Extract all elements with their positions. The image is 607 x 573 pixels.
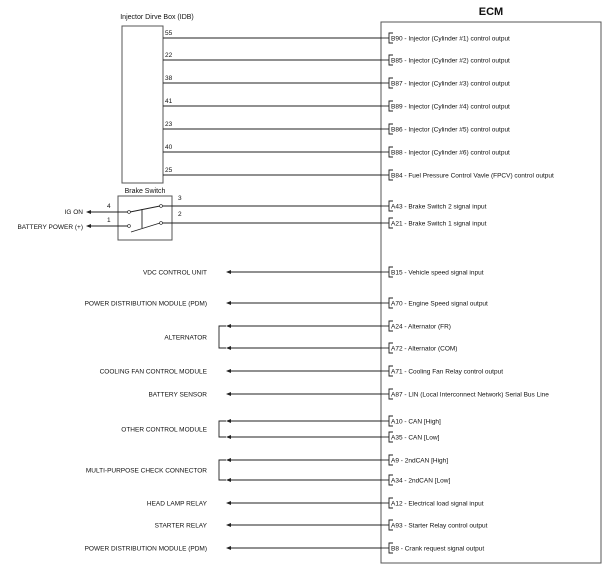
brake-pin-4: 4	[107, 203, 111, 210]
bracket-icon	[219, 326, 226, 348]
ecm-pin-label: B8 - Crank request signal output	[391, 545, 485, 553]
module-label: MULTI-PURPOSE CHECK CONNECTOR	[85, 467, 207, 475]
module-connection	[164, 321, 457, 353]
ecm-pin-label: A71 - Cooling Fan Relay control output	[391, 368, 504, 376]
ecm-pin-label: A43 - Brake Switch 2 signal input	[391, 203, 487, 211]
module-connection	[155, 520, 488, 530]
arrow-left-icon	[226, 546, 231, 550]
module-label: ALTERNATOR	[164, 334, 207, 342]
ecm-pin-label: A21 - Brake Switch 1 signal input	[391, 220, 487, 228]
arrow-left-icon	[86, 224, 91, 228]
ecm-pin-label: A70 - Engine Speed signal output	[391, 300, 488, 308]
arrow-left-icon	[226, 458, 231, 462]
module-label: HEAD LAMP RELAY	[146, 500, 207, 508]
idb-pin-number: 40	[165, 144, 173, 151]
ecm-pin-label: A24 - Alternator (FR)	[391, 323, 451, 331]
ecm-pin-label: B89 - Injector (Cylinder #4) control output	[391, 103, 510, 111]
idb-pin-number: 41	[165, 98, 173, 105]
arrow-left-icon	[226, 478, 231, 482]
idb-connection-row	[163, 144, 510, 157]
idb-connection-row	[163, 121, 510, 134]
idb-pin-number: 22	[165, 52, 173, 59]
arrow-left-icon	[86, 210, 91, 214]
idb-connection-row	[163, 30, 510, 43]
ecm-title: ECM	[478, 6, 504, 18]
ecm-pin-label: A34 - 2ndCAN [Low]	[391, 477, 451, 485]
brake-connection-row	[162, 201, 487, 211]
arrow-left-icon	[226, 501, 231, 505]
bracket-icon	[219, 421, 226, 437]
idb-title: Injector Dirve Box (IDB)	[120, 14, 194, 21]
arrow-left-icon	[226, 435, 231, 439]
brake-switch	[17, 188, 486, 240]
ecm-pin-label: B88 - Injector (Cylinder #6) control output	[391, 149, 510, 157]
injector-drive-box	[120, 14, 554, 183]
module-connection	[85, 298, 488, 308]
idb-connection-row	[163, 167, 554, 180]
ecm-pin-label: B85 - Injector (Cylinder #2) control output	[391, 57, 510, 65]
ecm-pin-label: A87 - LIN (Local Interconnect Network) Serial Bus Line	[391, 391, 549, 399]
battery-power-label: BATTERY POWER (+)	[17, 224, 83, 231]
switch-contacts-icon	[128, 205, 163, 232]
module-connection	[121, 416, 441, 442]
ecm-pin-label: A93 - Starter Relay control output	[391, 522, 488, 530]
arrow-left-icon	[226, 392, 231, 396]
ecm-pin-label: B84 - Fuel Pressure Control Vavle (FPCV) control output	[391, 172, 554, 180]
module-label: POWER DISTRIBUTION MODULE (PDM)	[84, 545, 207, 553]
module-label: BATTERY SENSOR	[148, 391, 207, 399]
ecm-pin-label: A12 - Electrical load signal input	[391, 500, 484, 508]
arrow-left-icon	[226, 523, 231, 527]
brake-connection-row	[162, 218, 487, 228]
module-label: COOLING FAN CONTROL MODULE	[99, 368, 207, 376]
module-connection	[86, 455, 451, 485]
idb-pin-number: 23	[165, 121, 173, 128]
idb-connection-row	[163, 98, 510, 111]
brake-switch-box	[118, 196, 172, 240]
ecm-pin-label: A9 - 2ndCAN [High]	[391, 457, 449, 465]
ig-on-label: IG ON	[64, 209, 83, 216]
brake-pin-2: 2	[178, 211, 182, 218]
brake-pin-1: 1	[107, 217, 111, 224]
module-connections	[85, 267, 550, 553]
idb-box	[122, 26, 163, 183]
arrow-left-icon	[226, 419, 231, 423]
arrow-left-icon	[226, 324, 231, 328]
idb-connection-row	[163, 75, 510, 88]
arrow-left-icon	[226, 301, 231, 305]
module-connection	[148, 389, 549, 399]
idb-connection-row	[163, 52, 510, 65]
module-connection	[143, 267, 484, 277]
module-connection	[85, 543, 485, 553]
ecm-pin-label: B86 - Injector (Cylinder #5) control output	[391, 126, 510, 134]
module-connection	[100, 366, 504, 376]
bracket-icon	[219, 460, 226, 480]
arrow-left-icon	[226, 270, 231, 274]
module-label: OTHER CONTROL MODULE	[121, 426, 207, 434]
module-label: VDC CONTROL UNIT	[142, 269, 207, 277]
ecm-pin-label: B15 - Vehicle speed signal input	[391, 269, 484, 277]
module-label: STARTER RELAY	[154, 522, 207, 530]
module-connection	[147, 498, 484, 508]
ecm-pin-label: A35 - CAN [Low]	[391, 434, 440, 442]
ecm-pin-label: A72 - Alternator (COM)	[391, 345, 458, 353]
arrow-left-icon	[226, 369, 231, 373]
ecm-pin-label: B87 - Injector (Cylinder #3) control output	[391, 80, 510, 88]
ecm-pin-label: A10 - CAN [High]	[391, 418, 441, 426]
ecm-pin-label: B90 - Injector (Cylinder #1) control output	[391, 35, 510, 43]
brake-pin-3: 3	[178, 195, 182, 202]
module-label: POWER DISTRIBUTION MODULE (PDM)	[84, 300, 207, 308]
brake-switch-title: Brake Switch	[124, 188, 166, 195]
idb-pin-number: 38	[165, 75, 173, 82]
arrow-left-icon	[226, 346, 231, 350]
idb-pin-number: 25	[165, 167, 173, 174]
idb-pin-number: 55	[165, 30, 173, 37]
